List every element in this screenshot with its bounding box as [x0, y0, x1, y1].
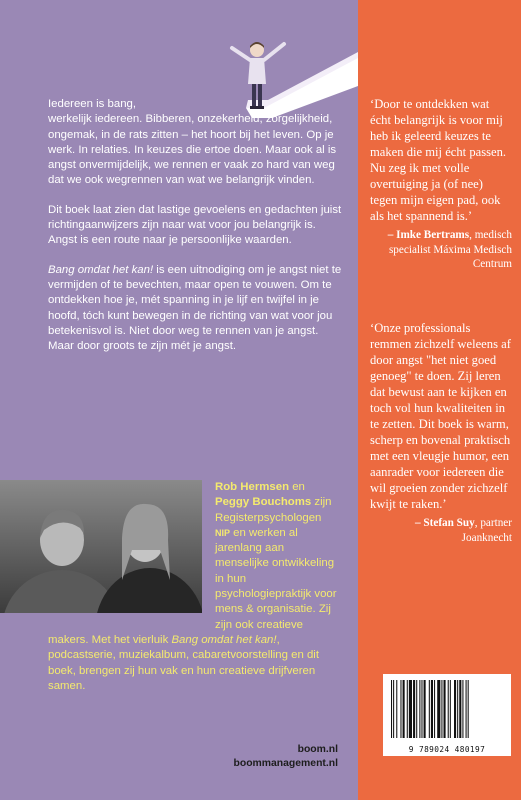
isbn-barcode: [383, 674, 511, 756]
intro-paragraph-3-rest: is een uitnodiging om je angst niet te vermijden of te bevechten, maar open te vouwen. Om te ontdekken hoe je, mét spanning in je lijf en twijfel in je hoofd, tóch kunt bewegen in de richting van wat voor jou betekenisvol is. Niet door weg te rennen van je angst. Maar door groots te zijn mét je angst.: [48, 263, 342, 353]
testimonial-1: [370, 96, 512, 272]
testimonial-1-attribution: – Imke Bertrams, medisch specialist Máxima Medisch Centrum: [387, 229, 512, 270]
author-bio: Rob Hermsen en Peggy Bouchoms zijn Registerpsychologen NIP en werken al jarenlang aan menselijke ontwikkeling in hun psychologiepraktijk voor mens & organisatie. Zij zijn ook creatieve makers. Met het vierluik Bang omdat het kan!, podcastserie, muziekalbum, cabaretvoorstelling en dit boek, brengen zij hun vak en hun creatieve drijfveren samen.: [48, 481, 337, 692]
series-title: Bang omdat het kan!: [171, 633, 277, 646]
testimonial-2: [370, 320, 512, 545]
intro-paragraph-1: Iedereen is bang, werkelijk iedereen. Bibberen, onzekerheid, zorgelijkheid, ongemak, in de rats zitten – het hoort bij het leven. Op je werk. In relaties. In keuzes die ertoe doen. Maar ook al is angst onvermijdelijk, we rennen er vaak zo hard van weg dat we ook wegrennen van wat we belangrijk vinden.: [48, 98, 337, 187]
book-title-inline: Bang omdat het kan!: [48, 263, 154, 276]
testimonial-1-text: ‘Door te ontdekken wat écht belangrijk is voor mij heb ik geleerd keuzes te maken die mij écht passen. Nu zeg ik met volle overtuiging ja (of nee) tegen mijn eigen pad, ook als het spannend is.’: [370, 97, 507, 223]
publisher-urls: [218, 743, 338, 771]
nip-abbreviation: NIP: [215, 527, 231, 538]
author-name-1: Rob Hermsen: [215, 481, 290, 493]
url-boommanagement[interactable]: boommanagement.nl: [233, 758, 338, 769]
intro-paragraph-3: [48, 263, 344, 355]
testimonial-2-text: ‘Onze professionals remmen zichzelf weleens af door angst "het niet goed genoeg" te doen. Zij leren dat bewust aan te kijken en toch vol hun kwaliteiten in te zetten. Dit boek is warm, scherp en bovenal praktisch met een vleugje humor, een aanrader voor iedereen die wil groeien zonder zichzelf kwijt te raken.’: [370, 321, 511, 511]
url-boom[interactable]: boom.nl: [297, 744, 338, 755]
intro-paragraph-2: Dit boek laat zien dat lastige gevoelens en gedachten juist richtingaanwijzers zijn naar wat voor jou belangrijk is. Angst is een route naar je persoonlijke waarden.: [48, 203, 342, 247]
isbn-number: 9 789024 480197: [408, 745, 486, 754]
testimonial-2-attribution: – Stefan Suy, partner Joanknecht: [415, 517, 512, 544]
intro-text: [48, 97, 344, 368]
author-name-2: Peggy Bouchoms: [215, 496, 312, 509]
